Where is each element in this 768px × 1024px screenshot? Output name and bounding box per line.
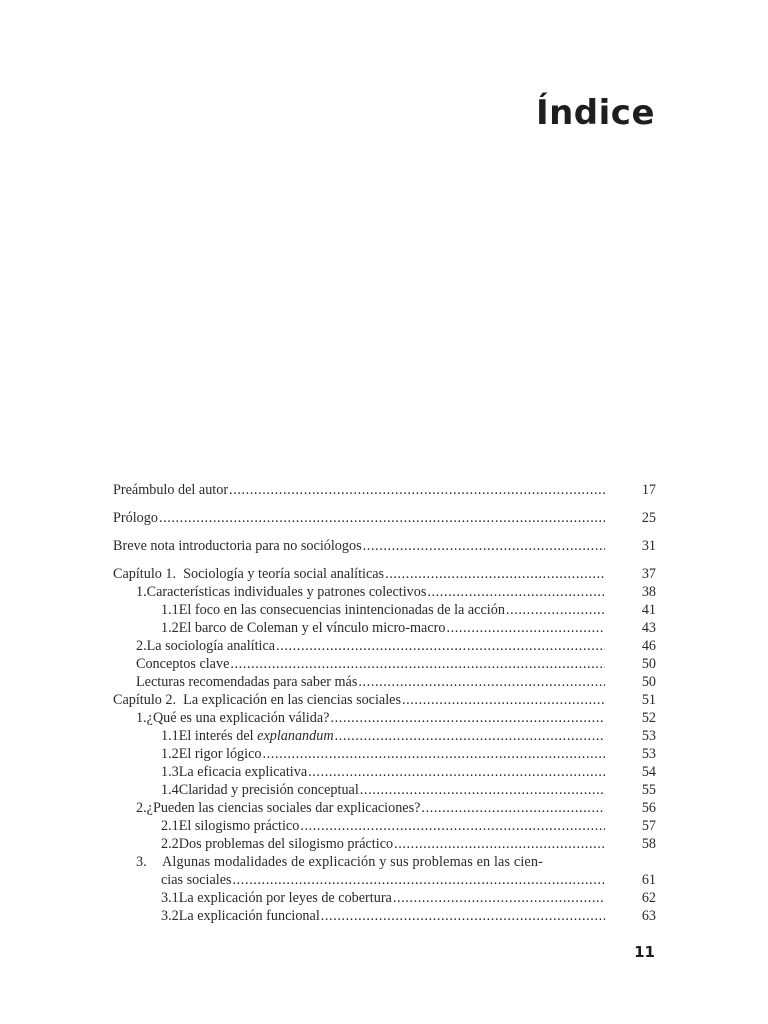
toc-entry-text-prefix: El interés del (178, 728, 258, 744)
toc-entry-text: La sociología analítica (146, 638, 276, 654)
toc-page-number: 25 (641, 510, 656, 526)
toc-entry-text: Dos problemas del silogismo práctico (178, 836, 394, 852)
dot-leader (230, 655, 605, 673)
toc-entry-text: Capítulo 1. Sociología y teoría social analíticas (113, 566, 385, 582)
dot-leader (358, 673, 605, 691)
toc-page-number: 17 (641, 482, 656, 498)
toc-page-number: 38 (641, 584, 656, 600)
toc-entry-number: 1.1 (161, 602, 179, 618)
toc-entry (113, 509, 656, 527)
toc-entry-text (179, 727, 334, 745)
toc-entry-number: 1.2 (161, 746, 179, 762)
toc-entry (113, 835, 656, 853)
toc-entry (113, 727, 656, 745)
toc-page-number: 55 (641, 782, 656, 798)
page-title: Índice (535, 93, 655, 133)
toc-entry-number: 1.1 (161, 728, 179, 744)
toc-chapter-entry (113, 565, 656, 583)
toc-entry-text-italic: explanandum (257, 728, 334, 744)
toc-entry-number: 1.4 (161, 782, 179, 798)
toc-page-number: 31 (641, 538, 656, 554)
dot-leader (233, 871, 605, 889)
toc-page-number: 50 (641, 656, 656, 672)
toc-page-number: 56 (641, 800, 656, 816)
toc-entry-text: Conceptos clave (136, 656, 230, 672)
toc-entry-number: 2. (136, 638, 147, 654)
dot-leader (506, 601, 605, 619)
dot-leader (262, 745, 605, 763)
toc-entry-number: 1.2 (161, 620, 179, 636)
dot-leader (229, 481, 605, 499)
toc-entry-continuation (113, 871, 656, 889)
toc-page-number: 61 (641, 872, 656, 888)
dot-leader (360, 781, 605, 799)
toc-entry-text: Breve nota introductoria para no sociólogos (113, 538, 362, 554)
toc-page-number: 43 (641, 620, 656, 636)
dot-leader (330, 709, 605, 727)
toc-entry (113, 619, 656, 637)
dot-leader (394, 835, 605, 853)
toc-chapter-entry (113, 691, 656, 709)
toc-entry-text: ¿Qué es una explicación válida? (146, 710, 330, 726)
dot-leader (427, 583, 605, 601)
toc-entry-number: 2.1 (161, 818, 179, 834)
toc-entry-text: Algunas modalidades de explicación y sus problemas en las cien- (162, 854, 543, 870)
toc-entry-text: El silogismo práctico (178, 818, 300, 834)
toc-entry-text: ¿Pueden las ciencias sociales dar explicaciones? (146, 800, 421, 816)
toc-entry-text: La explicación por leyes de cobertura (178, 890, 392, 906)
toc-entry (113, 709, 656, 727)
toc-entry (113, 583, 656, 601)
toc-entry (113, 745, 656, 763)
toc-entry-text: La eficacia explicativa (178, 764, 308, 780)
toc-page-number: 46 (641, 638, 656, 654)
toc-entry-text: Preámbulo del autor (113, 482, 229, 498)
toc-entry-number: 2.2 (161, 836, 179, 852)
toc-page-number: 52 (641, 710, 656, 726)
toc-entry-text: Características individuales y patrones colectivos (146, 584, 427, 600)
dot-leader (300, 817, 605, 835)
toc-page-number: 54 (641, 764, 656, 780)
toc-entry-number: 3. (136, 854, 147, 870)
toc-entry (113, 537, 656, 555)
toc-entry-number: 1. (136, 584, 147, 600)
toc-entry-number: 3.2 (161, 908, 179, 924)
dot-leader (276, 637, 605, 655)
dot-leader (446, 619, 605, 637)
toc-entry-text: El barco de Coleman y el vínculo micro-macro (178, 620, 446, 636)
toc-entry-text: El rigor lógico (178, 746, 262, 762)
toc-entry (113, 817, 656, 835)
dot-leader (393, 889, 605, 907)
dot-leader (421, 799, 605, 817)
toc-page-number: 53 (641, 746, 656, 762)
toc-entry-text: Prólogo (113, 510, 158, 526)
toc-page-number: 57 (641, 818, 656, 834)
dot-leader (402, 691, 605, 709)
toc-page-number: 50 (641, 674, 656, 690)
dot-leader (335, 727, 605, 745)
toc-entry-text: La explicación funcional (178, 908, 320, 924)
dot-leader (385, 565, 605, 583)
toc-entry (113, 673, 656, 691)
toc-entry-text: Claridad y precisión conceptual (178, 782, 359, 798)
toc-entry-number: 1.3 (161, 764, 179, 780)
toc-page-number: 41 (641, 602, 656, 618)
toc-entry-number: 1. (136, 710, 147, 726)
toc-page-number: 63 (641, 908, 656, 924)
toc-page-number: 37 (641, 566, 656, 582)
toc-entry (113, 763, 656, 781)
toc-entry (113, 889, 656, 907)
dot-leader (321, 907, 605, 925)
toc-page-number: 58 (641, 836, 656, 852)
toc-entry (113, 781, 656, 799)
toc-page-number: 51 (641, 692, 656, 708)
table-of-contents (113, 481, 656, 925)
toc-entry-text: Capítulo 2. La explicación en las ciencias sociales (113, 692, 401, 708)
toc-entry (113, 481, 656, 499)
toc-entry (113, 637, 656, 655)
page-number: 11 (634, 943, 655, 961)
toc-entry-text: El foco en las consecuencias inintencionadas de la acción (178, 602, 505, 618)
toc-entry (113, 853, 656, 871)
dot-leader (308, 763, 605, 781)
toc-entry-text: Lecturas recomendadas para saber más (136, 674, 358, 690)
toc-entry (113, 799, 656, 817)
toc-entry (113, 655, 656, 673)
dot-leader (363, 537, 605, 555)
dot-leader (159, 509, 605, 527)
toc-entry-number: 3.1 (161, 890, 179, 906)
toc-entry (113, 907, 656, 925)
toc-entry-text: cias sociales (161, 872, 232, 888)
toc-page-number: 53 (641, 728, 656, 744)
toc-entry-number: 2. (136, 800, 147, 816)
toc-page-number: 62 (641, 890, 656, 906)
toc-entry (113, 601, 656, 619)
